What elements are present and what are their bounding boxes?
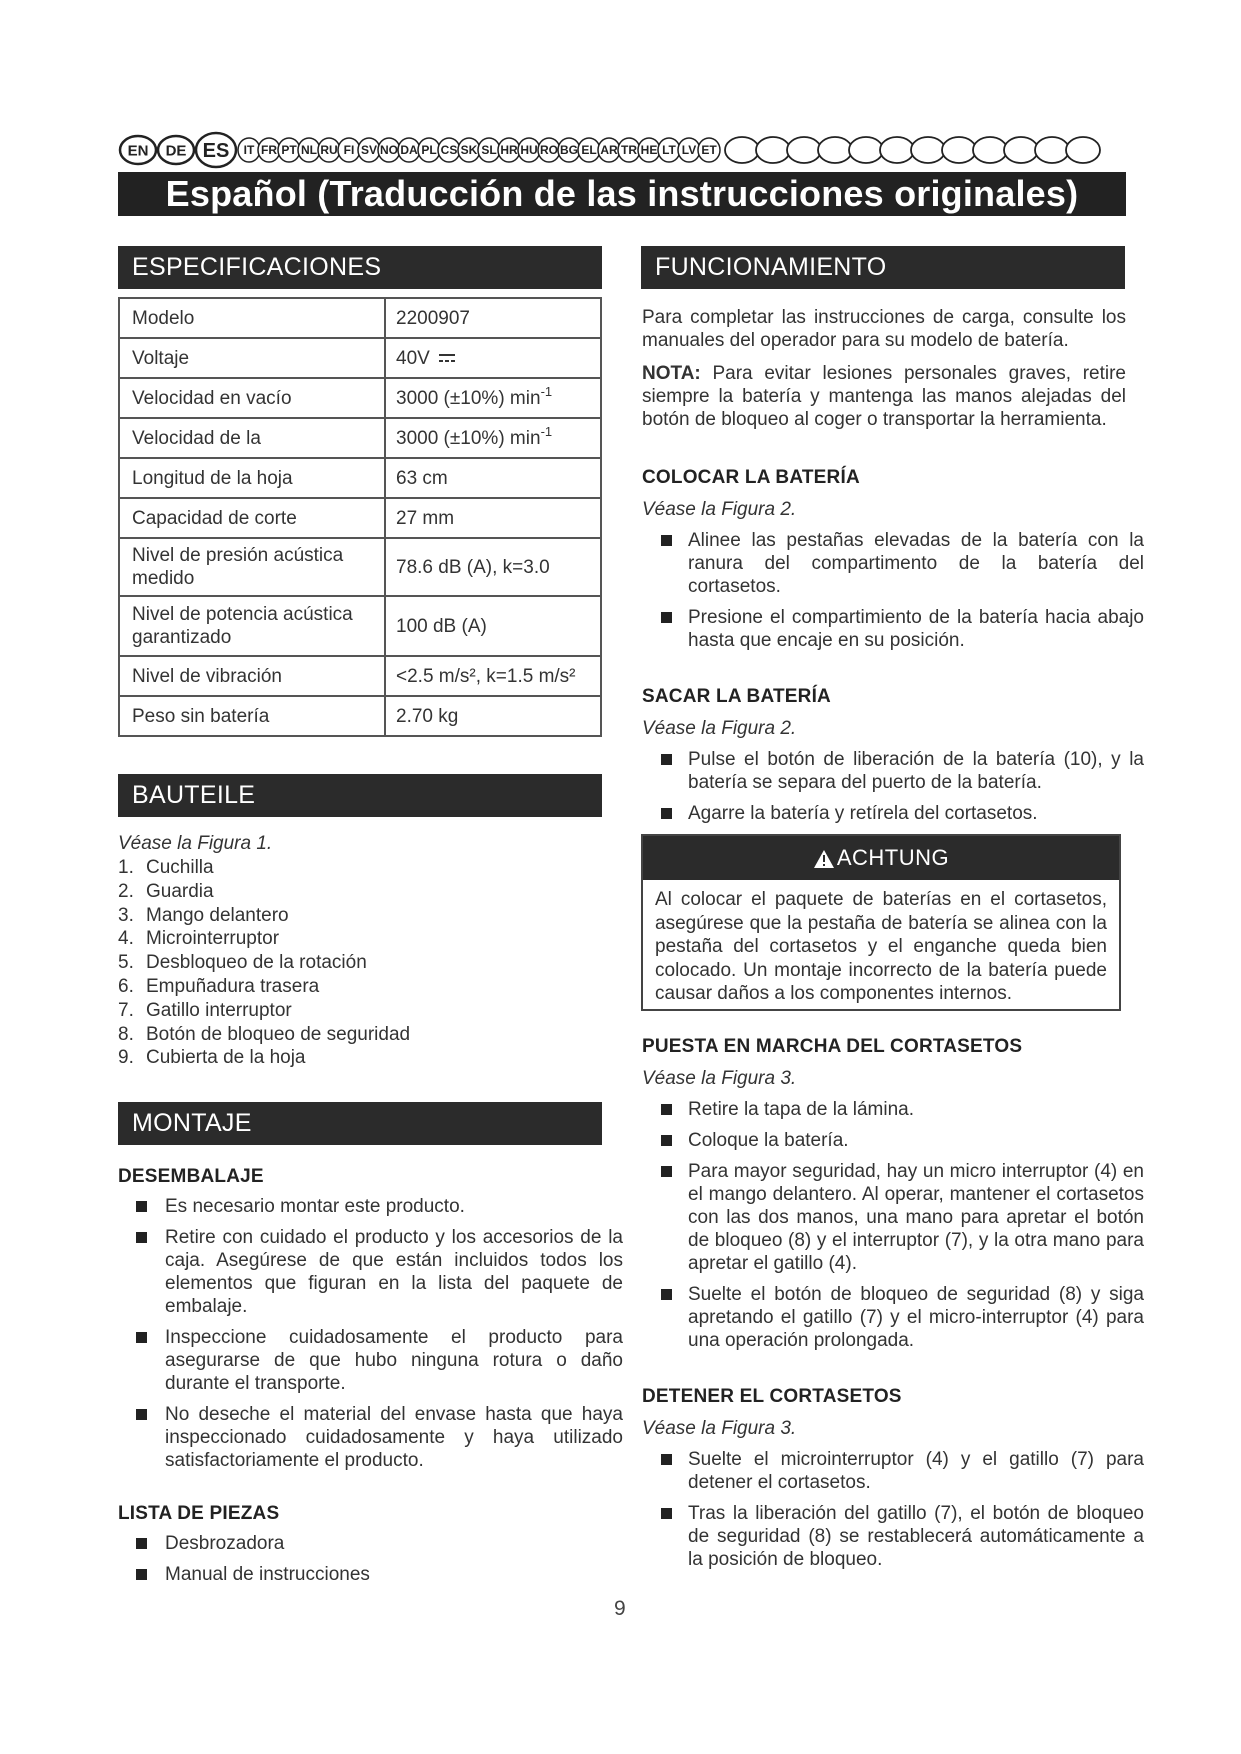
language-tab-fi[interactable] (338, 138, 360, 162)
svg-text:CS: CS (440, 143, 458, 158)
svg-text:SL: SL (481, 143, 497, 158)
list-item: 9. Cubierta de la hoja (118, 1047, 306, 1069)
list-item: 5. Desbloqueo de la rotación (118, 952, 367, 974)
language-tab-pt[interactable] (278, 138, 300, 162)
speed-value: 3000 (±10%) min (396, 387, 541, 409)
list-item: Inspeccione cuidadosamente el producto para asegurarse de que hubo ninguna rotura o daño durante el transporte. (133, 1326, 623, 1395)
language-tab-bg[interactable] (558, 138, 580, 162)
svg-text:PT: PT (281, 143, 297, 158)
spec-label: Velocidad de la (119, 418, 385, 458)
specifications-header: ESPECIFICACIONES (118, 246, 602, 289)
language-tab-ro[interactable] (538, 138, 560, 162)
table-row (119, 298, 601, 338)
language-tab-blank (1004, 137, 1038, 163)
language-tab-blank (1035, 137, 1069, 163)
language-tab-tr[interactable] (618, 138, 640, 162)
package-contents-list (133, 1532, 623, 1594)
language-tab-sv[interactable] (358, 138, 380, 162)
table-row (119, 458, 601, 498)
svg-text:LT: LT (662, 143, 676, 158)
svg-text:AR: AR (600, 143, 618, 158)
svg-text:SK: SK (460, 143, 478, 158)
svg-text:SV: SV (360, 143, 378, 158)
table-row (119, 378, 601, 418)
list-item: Desbrozadora (133, 1532, 623, 1555)
note-text: Para evitar lesiones personales graves, retire siempre la batería y mantenga las manos alejadas del botón de bloqueo al coger o transportar la herramienta. (642, 363, 1126, 430)
specifications-table (118, 297, 602, 737)
language-tab-sl[interactable] (478, 138, 500, 162)
list-item: Coloque la batería. (658, 1129, 1144, 1152)
attach-battery-title: COLOCAR LA BATERÍA (642, 467, 860, 488)
operation-header: FUNCIONAMIENTO (641, 246, 1125, 289)
svg-text:BG: BG (560, 143, 578, 158)
language-tab-nl[interactable] (298, 138, 320, 162)
language-tab-de[interactable] (158, 136, 194, 164)
spec-value (385, 378, 601, 418)
svg-text:FR: FR (261, 143, 277, 158)
list-item: 2. Guardia (118, 880, 214, 902)
list-item: Alinee las pestañas elevadas de la batería con la ranura del compartimento de la batería del cortasetos. (658, 529, 1144, 598)
language-tab-blank (1066, 137, 1100, 163)
table-row (119, 538, 601, 596)
spec-value: 63 cm (385, 458, 601, 498)
list-item: Retire con cuidado el producto y los accesorios de la caja. Asegúrese de que están incluidos todos los elementos que figuran en la lista del paquete de embalaje. (133, 1226, 623, 1318)
attach-battery-list (658, 529, 1144, 660)
language-tab-ar[interactable] (598, 138, 620, 162)
part-name: Cuchilla (146, 857, 214, 878)
language-tab-blank (942, 137, 976, 163)
stop-title: DETENER EL CORTASETOS (642, 1386, 902, 1407)
language-tabs (118, 130, 1128, 170)
language-tab-hr[interactable] (498, 138, 520, 162)
spec-label: Nivel de presión acústica medido (119, 538, 385, 596)
svg-text:DE: DE (165, 142, 187, 160)
warning-box (641, 834, 1121, 1011)
spec-value (385, 338, 601, 378)
language-tab-strip (118, 130, 1128, 170)
svg-text:NL: NL (301, 143, 317, 158)
remove-battery-list (658, 748, 1144, 833)
language-tab-blank (818, 137, 852, 163)
language-tab-blank (787, 137, 821, 163)
spec-value: 2.70 kg (385, 696, 601, 736)
list-item: 1. Cuchilla (118, 857, 214, 878)
svg-text:EN: EN (127, 142, 149, 160)
table-row (119, 498, 601, 538)
list-item: Agarre la batería y retírela del cortasetos. (658, 802, 1144, 825)
list-item: 4. Microinterruptor (118, 928, 280, 950)
svg-text:FI: FI (343, 143, 355, 158)
svg-text:LV: LV (681, 143, 697, 158)
part-name: Empuñadura trasera (146, 975, 320, 997)
page-title: Español (Traducción de las instrucciones originales) (118, 172, 1126, 216)
spec-label: Nivel de potencia acústica garantizado (119, 596, 385, 656)
table-row (119, 596, 601, 656)
list-item: Suelte el microinterruptor (4) y el gatillo (7) para detener el cortasetos. (658, 1448, 1144, 1494)
language-tab-cs[interactable] (438, 138, 460, 162)
list-item: Suelte el botón de bloqueo de seguridad (8) y siga apretando el gatillo (7) y el micro-interruptor (4) para una operación prolongada. (658, 1283, 1144, 1352)
list-item: Es necesario montar este producto. (133, 1195, 623, 1218)
attach-see-figure: Véase la Figura 2. (642, 499, 797, 520)
svg-text:IT: IT (243, 143, 255, 158)
note-label: NOTA: (642, 363, 701, 384)
language-tab-lv[interactable] (678, 138, 700, 162)
unpacking-list (133, 1195, 623, 1480)
svg-text:HE: HE (640, 143, 658, 158)
language-tab-da[interactable] (398, 138, 420, 162)
spec-value: <2.5 m/s², k=1.5 m/s² (385, 656, 601, 696)
list-item: 8. Botón de bloqueo de seguridad (118, 1023, 411, 1045)
list-item: 6. Empuñadura trasera (118, 975, 320, 997)
spec-label: Nivel de vibración (119, 656, 385, 696)
svg-text:PL: PL (421, 143, 437, 158)
table-row (119, 338, 601, 378)
language-tab-blank (911, 137, 945, 163)
language-tab-lt[interactable] (658, 138, 680, 162)
language-tab-el[interactable] (578, 138, 600, 162)
language-tab-blank (725, 137, 759, 163)
language-tab-blank (756, 137, 790, 163)
spec-value: 78.6 dB (A), k=3.0 (385, 538, 601, 596)
svg-text:ES: ES (202, 140, 230, 162)
list-item: Manual de instrucciones (133, 1563, 623, 1586)
language-tab-blank (880, 137, 914, 163)
warning-text: Al colocar el paquete de baterías en el cortasetos, asegúrese que la pestaña de batería se alinea con la pestaña del cortasetos y el enganche queda bien colocado. Un montaje incorrecto de la batería puede causar daños a los componentes internos. (655, 889, 1107, 1004)
part-name: Cubierta de la hoja (146, 1047, 306, 1069)
svg-text:EL: EL (581, 143, 597, 158)
stop-see-figure: Véase la Figura 3. (642, 1418, 797, 1439)
svg-text:ET: ET (701, 143, 717, 158)
warning-triangle-icon (813, 849, 835, 869)
svg-text:TR: TR (621, 143, 637, 158)
language-tab-he[interactable] (638, 138, 660, 162)
language-tab-blank (973, 137, 1007, 163)
list-item: Tras la liberación del gatillo (7), el botón de bloqueo de seguridad (8) se restablecerá automáticamente a la posición de bloqueo. (658, 1502, 1144, 1571)
language-tab-hu[interactable] (518, 138, 540, 162)
language-tab-ru[interactable] (318, 138, 340, 162)
spec-value: 100 dB (A) (385, 596, 601, 656)
part-name: Gatillo interruptor (146, 999, 292, 1021)
svg-text:DA: DA (400, 143, 418, 158)
operation-intro: Para completar las instrucciones de carga, consulte los manuales del operador para su modelo de batería. (642, 307, 1126, 351)
language-tab-fr[interactable] (258, 138, 280, 162)
speed-exponent: -1 (540, 423, 553, 439)
start-title: PUESTA EN MARCHA DEL CORTASETOS (642, 1036, 1023, 1057)
language-tab-blank (849, 137, 883, 163)
svg-text:RO: RO (540, 143, 558, 158)
list-item: 3. Mango delantero (118, 904, 289, 926)
part-name: Botón de bloqueo de seguridad (146, 1023, 411, 1045)
spec-label: Longitud de la hoja (119, 458, 385, 498)
part-name: Desbloqueo de la rotación (146, 952, 367, 974)
language-tab-it[interactable] (238, 138, 260, 162)
list-item: Retire la tapa de la lámina. (658, 1098, 1144, 1121)
start-see-figure: Véase la Figura 3. (642, 1068, 797, 1089)
parts-list (118, 856, 410, 1070)
page-number: 9 (614, 1597, 626, 1620)
svg-text:RU: RU (320, 143, 338, 158)
language-tab-en[interactable] (120, 136, 156, 164)
voltage-value: 40V (396, 347, 430, 369)
list-item: Presione el compartimiento de la batería hacia abajo hasta que encaje en su posición. (658, 606, 1144, 652)
language-tab-pl[interactable] (418, 138, 440, 162)
dc-symbol-icon (437, 352, 457, 364)
list-item: 7. Gatillo interruptor (118, 999, 292, 1021)
spec-value (385, 418, 601, 458)
remove-see-figure: Véase la Figura 2. (642, 718, 797, 739)
part-name: Guardia (146, 880, 214, 902)
parts-header: BAUTEILE (118, 774, 602, 817)
spec-label: Modelo (119, 298, 385, 338)
svg-text:HU: HU (520, 143, 538, 158)
list-item: No deseche el material del envase hasta que haya inspeccionado cuidadosamente y haya utilizado satisfactoriamente el producto. (133, 1403, 623, 1472)
list-item: Pulse el botón de liberación de la batería (10), y la batería se separa del puerto de la batería. (658, 748, 1144, 794)
language-tab-et[interactable] (698, 138, 720, 162)
spec-label: Voltaje (119, 338, 385, 378)
table-row (119, 696, 601, 736)
table-row (119, 418, 601, 458)
spec-value: 27 mm (385, 498, 601, 538)
parts-see-figure: Véase la Figura 1. (118, 833, 273, 854)
spec-label: Velocidad en vacío (119, 378, 385, 418)
svg-text:HR: HR (500, 143, 518, 158)
speed-value: 3000 (±10%) min (396, 427, 541, 449)
start-list (658, 1098, 1144, 1360)
unpacking-title: DESEMBALAJE (118, 1166, 264, 1187)
warning-title: ACHTUNG (836, 845, 950, 870)
speed-exponent: -1 (540, 383, 553, 399)
part-name: Microinterruptor (146, 928, 280, 950)
warning-title-bar (643, 836, 1119, 880)
operation-note (642, 362, 1126, 431)
spec-label: Peso sin batería (119, 696, 385, 736)
language-tab-sk[interactable] (458, 138, 480, 162)
part-name: Mango delantero (146, 904, 289, 926)
remove-battery-title: SACAR LA BATERÍA (642, 686, 831, 707)
spec-label: Capacidad de corte (119, 498, 385, 538)
language-tab-no[interactable] (378, 138, 400, 162)
table-row (119, 656, 601, 696)
spec-value: 2200907 (385, 298, 601, 338)
svg-text:NO: NO (380, 143, 398, 158)
stop-list (658, 1448, 1144, 1579)
list-item: Para mayor seguridad, hay un micro interruptor (4) en el mango delantero. Al operar, mantener el cortasetos con las dos manos, una mano para apretar el botón de bloqueo (8) y el interruptor (7), y la otra mano para apretar el gatillo (4). (658, 1160, 1144, 1275)
language-tab-es[interactable] (196, 133, 236, 167)
assembly-header: MONTAJE (118, 1102, 602, 1145)
parts-list-title: LISTA DE PIEZAS (118, 1503, 280, 1524)
